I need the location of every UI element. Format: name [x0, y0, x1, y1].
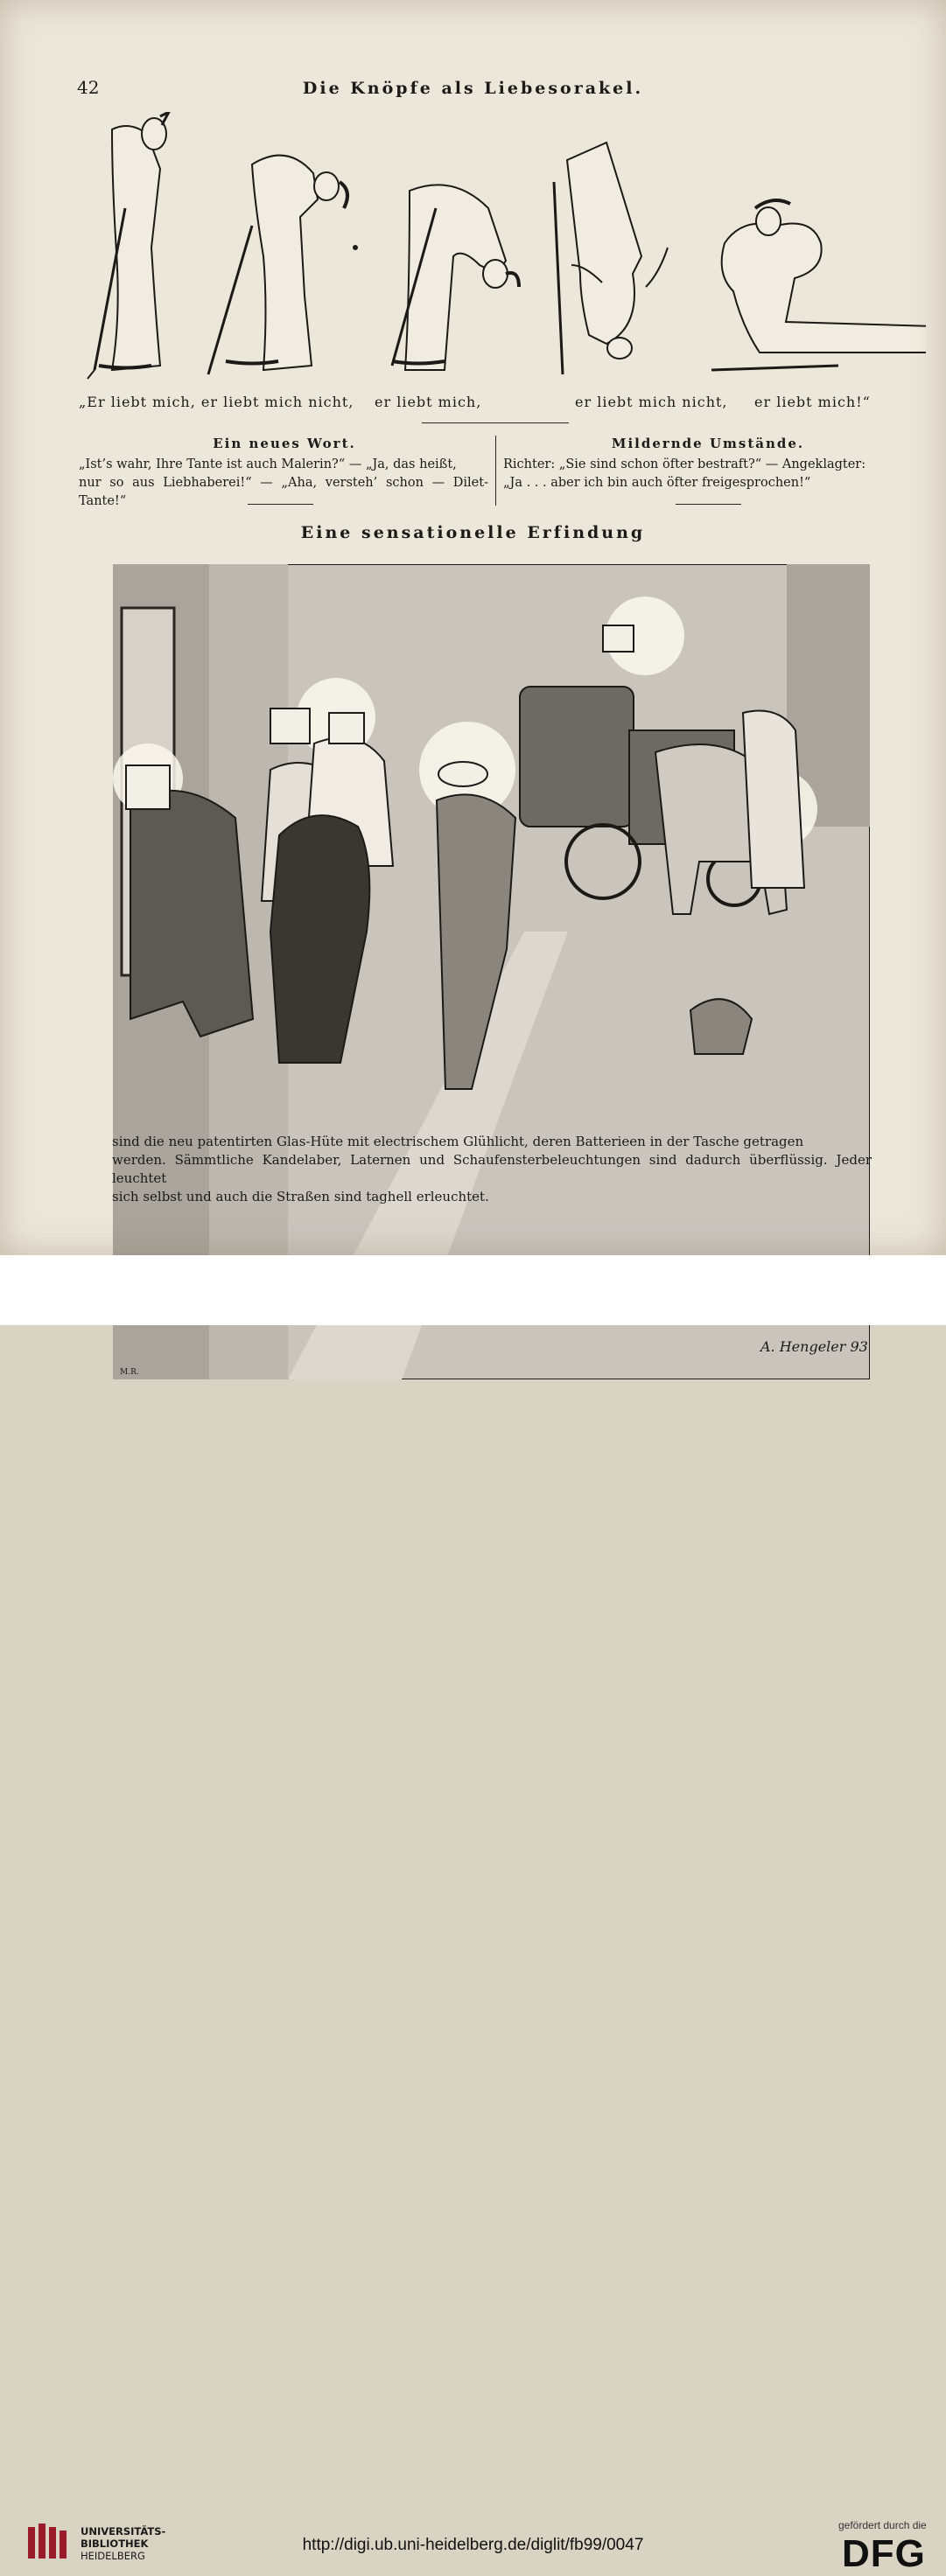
comic-caption-3: er liebt mich nicht,: [575, 394, 728, 410]
artist-signature: A. Hengeler 93: [760, 1338, 868, 1355]
comic-figure-4: [554, 143, 668, 374]
column-divider: [495, 436, 496, 506]
joke-1-title: Ein neues Wort.: [213, 436, 356, 451]
comic-caption-1: „Er liebt mich, er liebt mich nicht,: [79, 394, 354, 410]
comic-figure-2: [208, 156, 347, 374]
comic-caption-4: er liebt mich!“: [754, 394, 871, 410]
joke-1-line-1: „Ist’s wahr, Ihre Tante ist auch Malerin?“ — „Ja, das heißt,: [79, 457, 457, 471]
monogram: M.R.: [120, 1368, 139, 1377]
page-number: 42: [77, 77, 100, 98]
comic-figure-1: [88, 112, 169, 379]
section-title: Eine sensationelle Erfindung: [300, 523, 646, 542]
funding-label: gefördert durch die: [838, 2519, 927, 2531]
joke-1-text: [79, 456, 488, 511]
comic-figure-5: [711, 200, 926, 370]
divider: [676, 504, 741, 505]
comic-caption-2: er liebt mich,: [375, 394, 482, 410]
divider: [422, 422, 569, 423]
library-line-3: HEIDELBERG: [81, 2550, 145, 2562]
divider: [248, 504, 313, 505]
permalink-url[interactable]: http://digi.ub.uni-heidelberg.de/diglit/fb99/0047: [302, 2536, 644, 2554]
joke-1-line-2: nur so aus Liebhaberei!“ — „Aha, versteh’ schon — Dilet-Tante!“: [79, 476, 488, 508]
page-title: Die Knöpfe als Liebesorakel.: [302, 79, 644, 98]
library-line-1: UNIVERSITÄTS-: [81, 2525, 166, 2538]
joke-2-title: Mildernde Umstände.: [611, 436, 805, 451]
feature-text-line-2: werden. Sämmtliche Kandelaber, Laternen und Schaufensterbeleuchtungen sind dadurch überflüssig. Jeder leuchtet: [112, 1152, 872, 1186]
library-line-2: BIBLIOTHEK: [81, 2538, 149, 2550]
feature-text: [112, 1133, 872, 1206]
comic-strip-illustration: [77, 112, 926, 383]
joke-2-line-2: „Ja . . . aber ich bin auch öfter freigesprochen!“: [503, 476, 811, 490]
joke-2-text: [503, 456, 913, 492]
feature-text-line-3: sich selbst und auch die Straßen sind taghell erleuchtet.: [112, 1189, 489, 1204]
dfg-logo: DFG: [842, 2532, 926, 2575]
feature-text-line-1: sind die neu patentirten Glas-Hüte mit electrischem Glühlicht, deren Batterieen in der Tasche getragen: [112, 1134, 804, 1149]
joke-2-line-1: Richter: „Sie sind schon öfter bestraft?“ — Angeklagter:: [503, 457, 866, 471]
comic-figure-3: [392, 185, 519, 370]
